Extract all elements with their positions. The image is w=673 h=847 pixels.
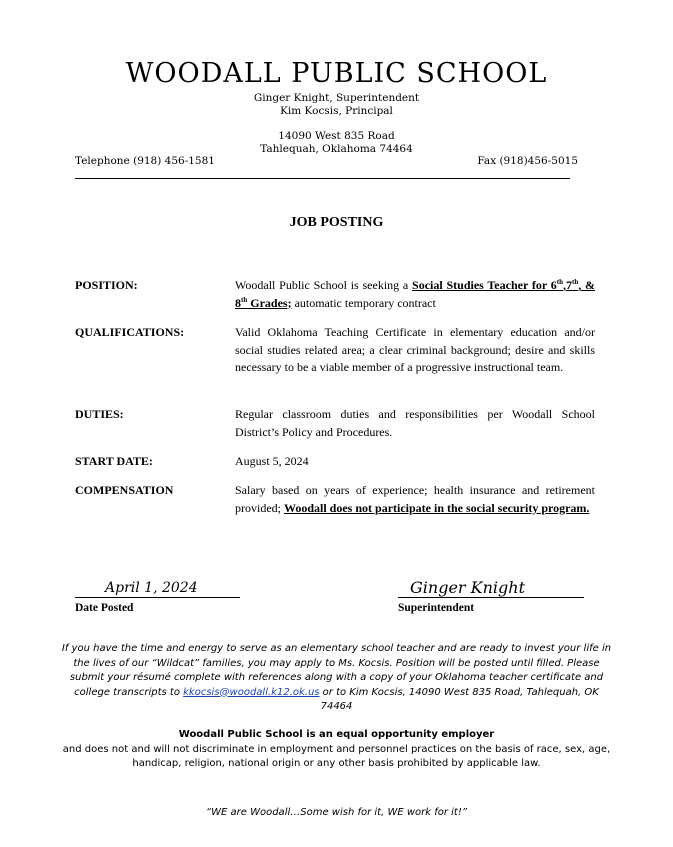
grade-8: , & 8 — [235, 278, 595, 310]
duties-label: DUTIES: — [75, 407, 124, 421]
duties-text: Regular classroom duties and responsibilities per Woodall School District’s Policy and Procedures. — [235, 407, 595, 439]
grade-8-suffix: th — [241, 295, 248, 304]
qualifications-section — [75, 324, 595, 394]
compensation-section — [75, 482, 595, 536]
superintendent-label: Superintendent — [398, 602, 475, 614]
letterhead-divider — [75, 178, 570, 179]
superintendent-signature: Ginger Knight — [410, 578, 525, 597]
position-text — [235, 277, 595, 312]
start-date-section — [75, 453, 595, 471]
start-date-text: August 5, 2024 — [235, 454, 309, 468]
page-title: JOB POSTING — [289, 215, 384, 230]
date-posted-label: Date Posted — [75, 602, 134, 614]
application-instructions — [60, 642, 613, 715]
duties-section — [75, 406, 595, 442]
grades-end: Grades; — [247, 295, 292, 310]
qualifications-label: QUALIFICATIONS: — [75, 325, 185, 339]
social-security-note: Woodall does not participate in the social security program. — [284, 500, 590, 515]
qualifications-text: Valid Oklahoma Teaching Certificate in elementary education and/or social studies related area; a clear criminal background; desire and skills necessary to be a viable member of a progressive instructional team. — [235, 325, 595, 374]
compensation-details: Salary based on years of experience; health insurance and retirement provided; — [235, 483, 595, 515]
grade-6-suffix: th — [556, 278, 563, 286]
eoe-statement — [60, 728, 613, 772]
grade-7-suffix: th — [571, 278, 579, 286]
compensation-text — [235, 482, 595, 517]
superintendent-line — [398, 597, 584, 598]
superintendent-line: Ginger Knight, Superintendent — [253, 92, 420, 104]
email-link[interactable]: kkocsis@woodall.k12.ok.us — [183, 686, 320, 698]
grade-6: 6 — [550, 278, 557, 292]
date-posted-line — [75, 597, 240, 598]
instructions-text: If you have the time and energy to serve as an elementary school teacher and are ready to invest your life in the lives of our “Wildcat” families, you may apply to Ms. Kocsis. Position will be posted until filled. Please submit your résumé complete with references along with a copy of your Oklahoma teacher certificate and college transcripts to — [61, 643, 612, 698]
mailing-address: or to Kim Kocsis, 14090 West 835 Road, Tahlequah, OK 74464 — [319, 686, 599, 712]
school-name: WOODALL PUBLIC SCHOOL — [125, 58, 548, 89]
compensation-label: COMPENSATION — [75, 483, 174, 497]
position-section — [75, 277, 595, 313]
position-label: POSITION: — [75, 278, 138, 292]
address-line-1: 14090 West 835 Road — [278, 130, 395, 142]
eoe-title: Woodall Public School is an equal opportunity employer — [178, 729, 495, 740]
position-intro: Woodall Public School is seeking a — [235, 278, 413, 292]
start-date-label: START DATE: — [75, 454, 153, 468]
contract-type: automatic temporary contract — [291, 295, 436, 310]
eoe-text: and does not and will not discriminate in employment and personnel practices on the basis of race, sex, age, handicap, religion, national origin or any other basis prohibited by applicable law. — [62, 743, 611, 769]
role-name: Social Studies Teacher for — [412, 278, 547, 292]
school-motto: “WE are Woodall…Some wish for it, WE work for it!” — [205, 807, 468, 818]
grade-7: ,7 — [562, 278, 572, 292]
telephone: Telephone (918) 456-1581 — [75, 155, 215, 167]
fax: Fax (918)456-5015 — [477, 155, 578, 167]
address-line-2: Tahlequah, Oklahoma 74464 — [260, 143, 413, 155]
principal-line: Kim Kocsis, Principal — [280, 105, 393, 117]
date-posted-value: April 1, 2024 — [105, 580, 198, 596]
